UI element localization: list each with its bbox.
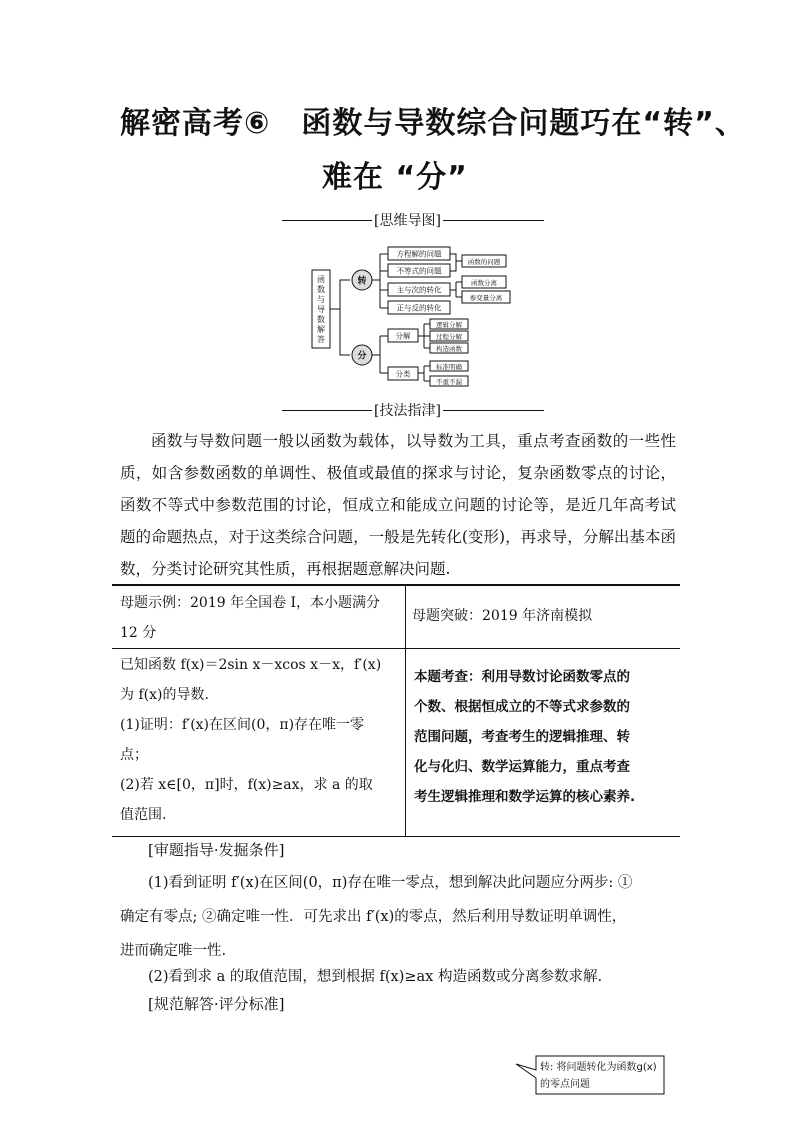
zhuan-item-1: 方程解的问题	[396, 249, 442, 259]
fen-label: 分	[357, 351, 367, 362]
table-header-right: 母题突破：2019 年济南模拟	[412, 608, 593, 624]
guide-p1	[120, 866, 680, 968]
guide-p1-line-3: 进而确定唯一性.	[120, 943, 227, 959]
mindmap-root-c2: 与	[317, 295, 325, 304]
mindmap-root-c0: 函	[317, 275, 325, 284]
fenjie-sub-label-1: 逻辑分解	[436, 321, 462, 329]
zhuan-sub-connector-2	[450, 282, 462, 297]
problem-line-4: 点；	[120, 747, 148, 763]
mind-map-diagram	[300, 240, 520, 390]
analysis-line-4: 化与化归、数学运算能力，重点考查	[414, 759, 630, 775]
problem-line-5: (2)若 x∈[0，π]时，f(x)≥ax，求 a 的取	[120, 777, 373, 793]
guide-p1-line-2: 确定有零点; ②确定唯一性．可先求出 f′(x)的零点，然后利用导数证明单调性，	[120, 909, 627, 925]
guide-heading: [审题指导·发掘条件]	[148, 841, 285, 859]
zhuan-sub-connector-1	[450, 254, 462, 271]
fen-connectors	[372, 336, 388, 373]
guide-p2: (2)看到求 a 的取值范围，想到根据 f(x)≥ax 构造函数或分离参数求解.	[148, 969, 603, 985]
fenlei-sub-label-1: 标准明确	[436, 363, 462, 371]
guide-p1-line-1: (1)看到证明 f′(x)在区间(0，π)存在唯一零点，想到解决此问题应分两步: ①	[148, 875, 633, 891]
fenjie-sub-label-3: 构造函数	[436, 345, 462, 353]
table-header-left: 母题示例：2019 年全国卷 Ⅰ，本小题满分 12 分	[120, 595, 381, 641]
technique-label: [技法指津]	[374, 403, 441, 419]
callout-line-2: 的零点问题	[540, 1079, 590, 1090]
fenlei-sub-label-2: 不重不漏	[436, 378, 462, 386]
mindmap-root-c5: 解	[317, 325, 325, 334]
zhuan-item-4: 正与反的转化	[396, 303, 442, 313]
technique-section-header	[282, 400, 544, 420]
mindmap-root-c6: 答	[317, 335, 325, 344]
mindmap-label: [思维导图]	[374, 213, 441, 229]
page-title-line2: 难在 “分”	[322, 160, 468, 195]
technique-paragraph	[120, 425, 676, 585]
fenjie-connectors	[418, 324, 430, 348]
fenlei-connectors	[418, 366, 430, 381]
problem-line-1: 已知函数 f(x)＝2sin x－xcos x－x，f′(x)	[120, 657, 382, 673]
zhuan-item-2: 不等式的问题	[396, 266, 442, 276]
problem-line-6: 值范围.	[120, 807, 167, 823]
analysis-line-3: 范围问题，考查考生的逻辑推理、转	[414, 729, 630, 745]
rule-right	[443, 410, 544, 411]
table-problem-cell	[120, 650, 402, 830]
zhuan-label: 转	[357, 276, 367, 287]
mindmap-root-c4: 数	[317, 315, 325, 324]
analysis-line-1: 本题考查：利用导数讨论函数零点的	[414, 669, 630, 685]
mindmap-section-header	[282, 210, 544, 230]
rule-right	[443, 220, 544, 221]
fen-item-2: 分类	[395, 369, 411, 379]
problem-line-2: 为 f(x)的导数.	[120, 687, 209, 703]
table-divider	[405, 586, 406, 836]
table-mid-rule	[112, 648, 680, 649]
zhuan-sub-1: 函数的问题	[467, 258, 501, 266]
fenjie-sub-label-2: 过程分解	[436, 333, 462, 341]
table-analysis-cell	[414, 662, 676, 812]
page-title-line1: 解密高考⑥ 函数与导数综合问题巧在“转”、	[120, 106, 746, 141]
rule-left	[282, 410, 372, 411]
technique-text: 函数与导数问题一般以函数为载体，以导数为工具，重点考查函数的一些性质，如含参数函数的单调性、极值或最值的探求与讨论，复杂函数零点的讨论，函数不等式中参数范围的讨论，恒成立和能成立问题的讨论等，是近几年高考试题的命题热点，对于这类综合问题，一般是先转化(变形)，再求导，分解出基本函数，分类讨论研究其性质，再根据题意解决问题.	[120, 432, 676, 578]
zhuan-sub-2: 函数分离	[471, 279, 497, 287]
zhuan-sub-3: 参变量分离	[469, 294, 503, 302]
fen-item-1: 分解	[395, 331, 411, 341]
analysis-line-2: 个数、根据恒成立的不等式求参数的	[414, 699, 630, 715]
problem-line-3: (1)证明：f′(x)在区间(0，π)存在唯一零	[120, 717, 365, 733]
rule-left	[282, 220, 372, 221]
mindmap-root-c3: 导	[317, 305, 325, 314]
zhuan-connectors	[372, 254, 388, 308]
footer-heading: [规范解答·评分标准]	[148, 995, 285, 1013]
callout-text	[540, 1059, 657, 1093]
mindmap-root-connector	[330, 280, 350, 355]
table-top-rule	[112, 584, 680, 586]
callout-line-1: 转: 将问题转化为函数g(x)	[540, 1062, 657, 1073]
analysis-line-5: 考生逻辑推理和数学运算的核心素养.	[414, 789, 636, 805]
zhuan-item-3: 主与次的转化	[396, 285, 442, 295]
mindmap-root-c1: 数	[317, 285, 325, 294]
